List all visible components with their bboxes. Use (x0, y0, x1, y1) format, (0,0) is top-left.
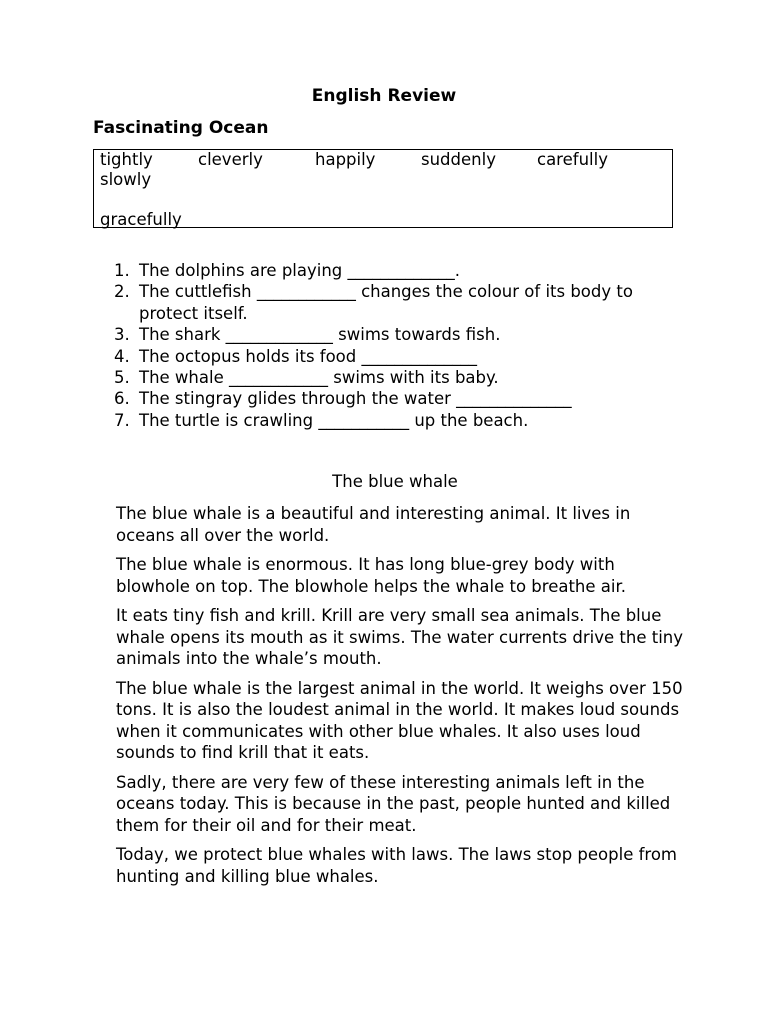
word-bank-word: cleverly (198, 150, 263, 169)
question-number: 3. (114, 325, 130, 345)
story-body (116, 503, 686, 895)
story-paragraph: The blue whale is enormous. It has long blue-grey body with blowhole on top. The blowhole helps the whale to breathe air. (116, 555, 626, 596)
question-item (114, 346, 684, 367)
story-title: The blue whale (332, 472, 458, 491)
question-text: The shark _____________ swims towards fish. (139, 325, 501, 345)
question-number: 2. (114, 282, 130, 302)
story-paragraph: It eats tiny fish and krill. Krill are very small sea animals. The blue whale opens its mouth as it swims. The water currents drive the tiny animals into the whale’s mouth. (116, 606, 683, 668)
question-text: The octopus holds its food ______________ (139, 346, 478, 366)
word-bank-word: suddenly (421, 150, 496, 169)
story-paragraph: The blue whale is the largest animal in the world. It weighs over 150 tons. It is also the loudest animal in the world. It makes loud sounds when it communicates with other blue whales. It also uses loud sounds to find krill that it eats. (116, 678, 683, 762)
question-text: The cuttlefish ____________ changes the colour of its body to protect itself. (139, 282, 633, 323)
word-bank-word: carefully (537, 150, 608, 169)
question-item (114, 324, 684, 345)
story-paragraph: The blue whale is a beautiful and interesting animal. It lives in oceans all over the world. (116, 504, 631, 545)
question-item (114, 281, 684, 324)
question-number: 1. (114, 261, 130, 280)
question-text: The turtle is crawling ___________ up the beach. (139, 410, 529, 430)
section-heading: Fascinating Ocean (93, 118, 269, 138)
word-bank-row (100, 170, 666, 190)
question-text: The dolphins are playing _____________. (139, 261, 461, 280)
document-title: English Review (311, 86, 457, 106)
question-text: The stingray glides through the water ______________ (139, 389, 572, 409)
word-bank-row (100, 210, 666, 230)
question-number: 6. (114, 389, 130, 409)
question-list (114, 260, 684, 431)
word-bank-spacer (100, 190, 666, 210)
question-number: 7. (114, 410, 130, 430)
word-bank-word: gracefully (100, 210, 182, 229)
word-bank-box (93, 149, 673, 228)
story-paragraph: Sadly, there are very few of these interesting animals left in the oceans today. This is because in the past, people hunted and killed them for their oil and for their meat. (116, 772, 671, 835)
question-item (114, 367, 684, 388)
question-item (114, 388, 684, 409)
word-bank-row (100, 150, 666, 170)
word-bank-word: slowly (100, 170, 152, 189)
question-item (114, 260, 684, 281)
question-text: The whale ____________ swims with its baby. (139, 368, 499, 388)
word-bank-word: tightly (100, 150, 153, 169)
word-bank-word: happily (315, 150, 376, 169)
question-item (114, 410, 684, 431)
question-number: 5. (114, 368, 130, 388)
story-paragraph: Today, we protect blue whales with laws. The laws stop people from hunting and killing blue whales. (116, 845, 677, 886)
question-number: 4. (114, 346, 130, 366)
